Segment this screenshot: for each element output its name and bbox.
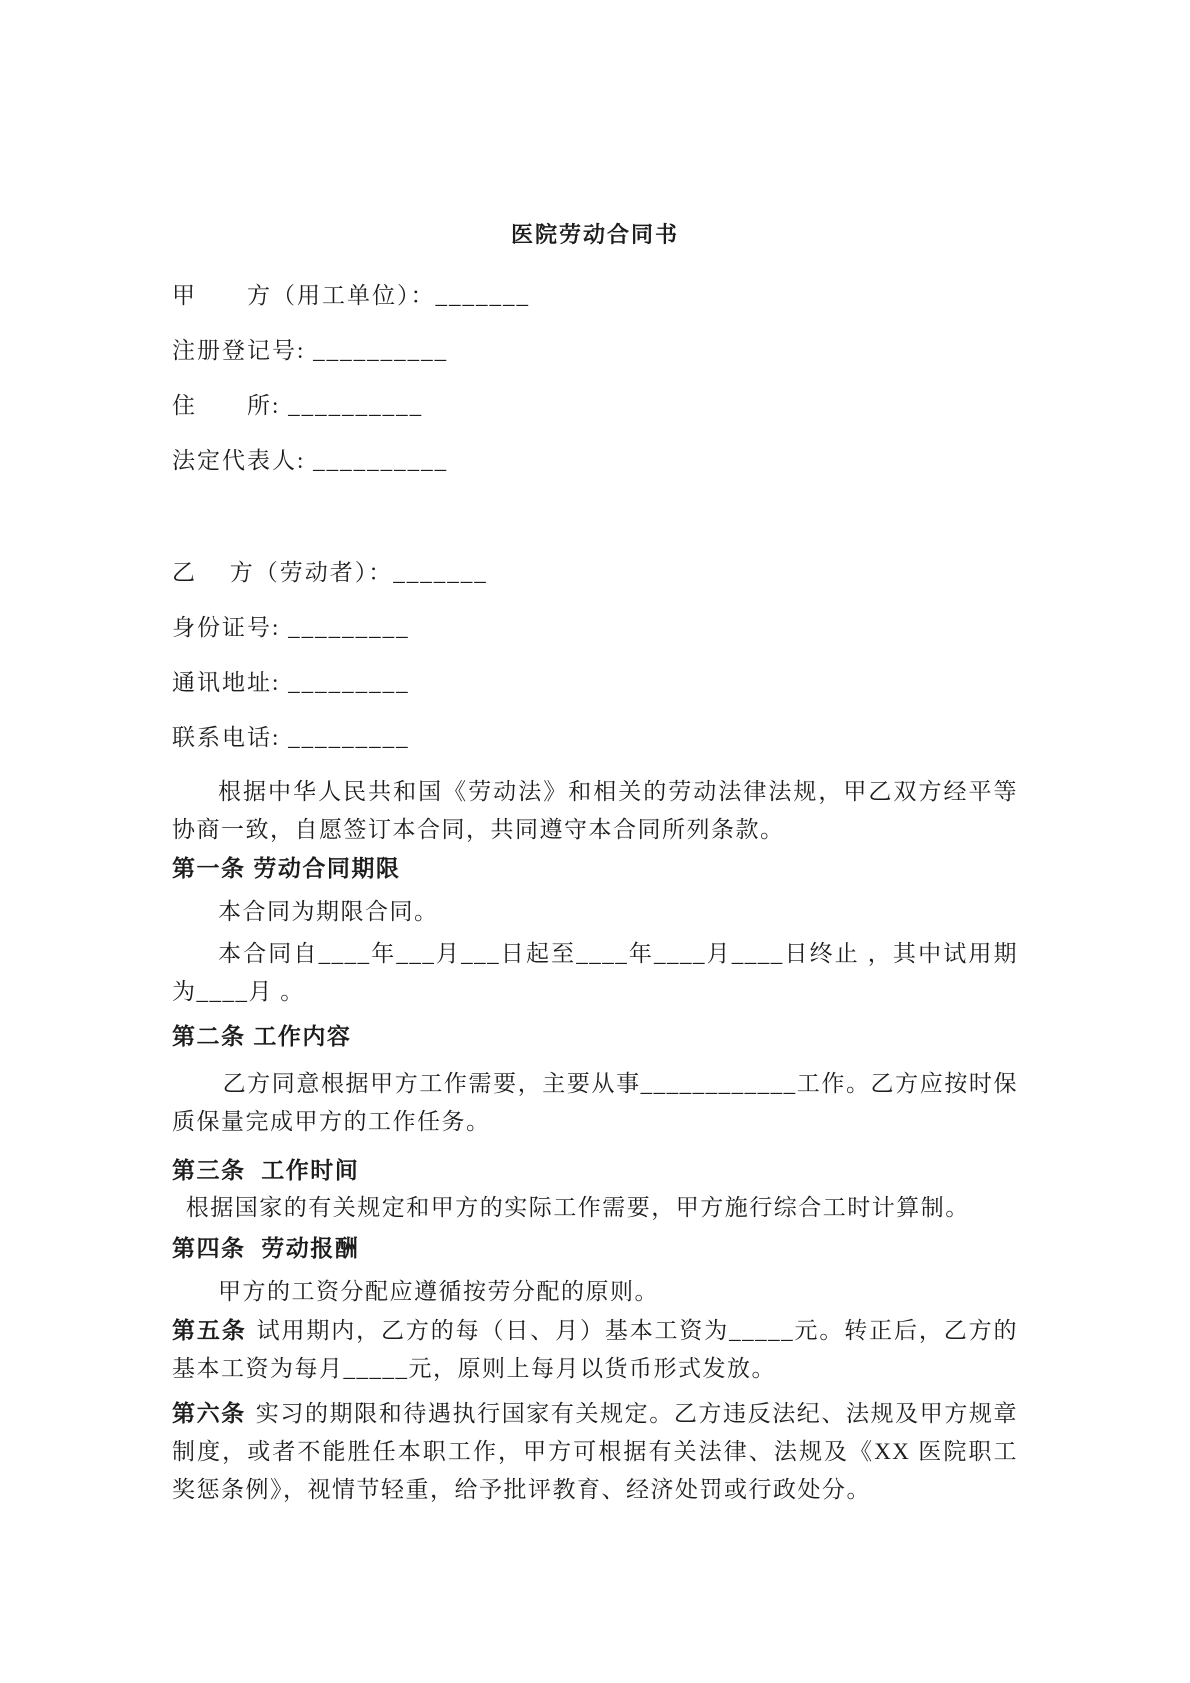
party-a-block	[172, 268, 1018, 488]
clause-4-paragraph-1: 甲方的工资分配应遵循按劳分配的原则。	[218, 1279, 659, 1304]
party-b-name-line: 乙 方（劳动者）：_______	[172, 560, 488, 585]
clause-3-paragraph-1: 根据国家的有关规定和甲方的实际工作需要，甲方施行综合工时计算制。	[185, 1195, 970, 1220]
party-b-mail-line: 通讯地址: _________	[172, 670, 410, 695]
clause-5-text: 试用期内，乙方的每（日、月）基本工资为_____元。转正后，乙方的基本工资为每月_____元，原则上每月以货币形式发放。	[172, 1318, 1019, 1381]
preamble-paragraph: 根据中华人民共和国《劳动法》和相关的劳动法律法规，甲乙双方经平等协商一致，自愿签订本合同，共同遵守本合同所列条款。	[172, 779, 1018, 842]
party-a-legal-representative-line: 法定代表人: __________	[172, 448, 449, 473]
party-a-registration-line: 注册登记号: __________	[172, 338, 449, 363]
party-a-address-line: 住 所: __________	[172, 393, 424, 418]
party-b-block	[172, 545, 1018, 765]
clause-3-heading: 第三条 工作时间	[172, 1157, 360, 1183]
party-b-id-line: 身份证号: _________	[172, 615, 410, 640]
clause-2-heading: 第二条 工作内容	[172, 1023, 352, 1049]
clause-1-paragraph-2: 本合同自____年___月___日起至____年____月____日终止 ，其中试用期为____月 。	[172, 941, 1018, 1004]
clause-1-heading: 第一条 劳动合同期限	[172, 855, 401, 881]
clause-1-paragraph-1: 本合同为期限合同。	[218, 899, 439, 924]
clause-5-label: 第五条	[172, 1317, 247, 1343]
document-title: 医院劳动合同书	[510, 222, 679, 247]
clause-5-paragraph	[172, 1311, 1018, 1388]
clause-2-paragraph-1: 乙方同意根据甲方工作需要，主要从事____________工作。乙方应按时保质保量完成甲方的工作任务。	[172, 1071, 1018, 1134]
clause-6-label: 第六条	[172, 1400, 246, 1426]
party-a-name-line: 甲 方（用工单位）：_______	[172, 283, 530, 308]
party-b-phone-line: 联系电话: _________	[172, 725, 410, 750]
clause-4-heading: 第四条 劳动报酬	[172, 1235, 360, 1261]
clause-6-text: 实习的期限和待遇执行国家有关规定。乙方违反法纪、法规及甲方规章制度，或者不能胜任本职工作，甲方可根据有关法律、法规及《XX 医院职工奖惩条例》，视情节轻重，给予批评教育、经济处罚或行政处分。	[172, 1401, 1019, 1502]
clause-6-paragraph	[172, 1394, 1018, 1509]
